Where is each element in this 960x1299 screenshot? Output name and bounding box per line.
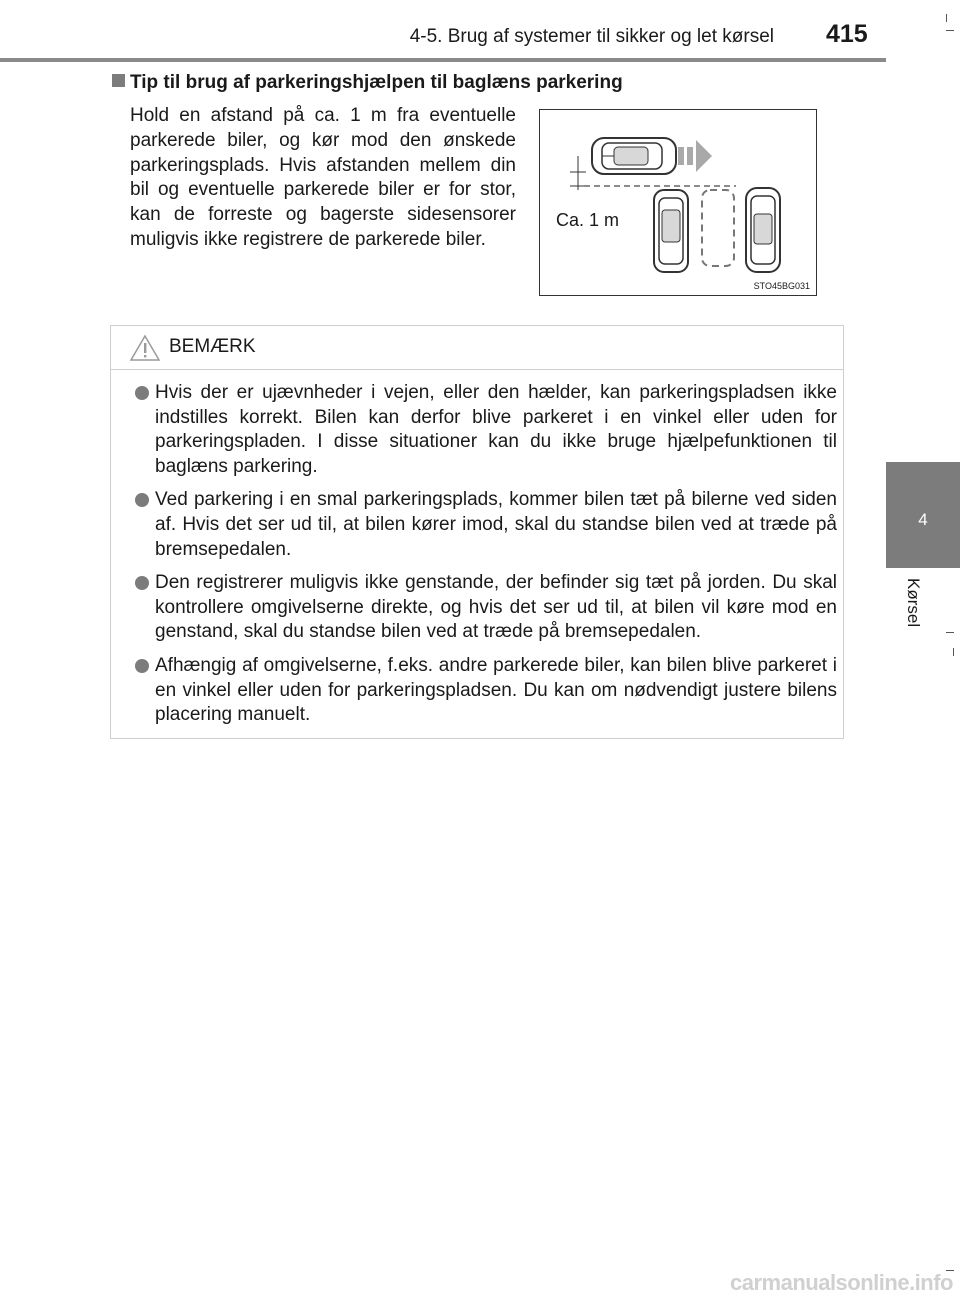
notice-item [135,654,837,728]
parked-car-right-icon [746,188,780,272]
page-number: 415 [826,20,868,48]
notice-box [110,325,844,739]
target-parking-space [702,190,734,266]
notice-item-text: Afhængig af omgivelserne, f.eks. andre parkerede biler, kan bilen blive parkeret i en vinkel eller uden for parkeringspladsen. Du kan om nødvendigt justere bilens placering manuelt. [155,654,837,726]
section-heading-text: Tip til brug af parkeringshjælpen til baglæns parkering [130,72,623,93]
crop-mark [953,648,954,656]
parking-diagram [540,110,816,295]
watermark: carmanualsonline.info [730,1270,953,1295]
chapter-header: 4-5. Brug af systemer til sikker og let kørsel [409,26,774,47]
chapter-tab-label: Kørsel [904,578,923,628]
section-heading [112,72,623,94]
notice-item [135,381,837,479]
parking-illustration [539,109,817,296]
intro-paragraph: Hold en afstand på ca. 1 m fra eventuelle parkerede biler, og kør mod den ønskede parkeringsplads. Hvis afstanden mellem din bil og eventuelle parkerede biler er for stor, kan de forreste og bagerste sidesensorer muligvis ikke registrere de parkerede biler. [130,105,516,250]
square-bullet-icon [112,74,125,87]
direction-arrow-icon [678,140,712,172]
notice-item-text: Den registrerer muligvis ikke genstande, der befinder sig tæt på jorden. Du skal kontrollere omgivelserne direkte, og hvis det ser ud til, at bilen vil køre mod en genstand, skal du standse bilen ved at træde på bremsepedalen. [155,572,837,643]
figure-code: STO45BG031 [753,281,810,291]
parked-car-left-icon [654,190,688,272]
notice-item [135,488,837,562]
chapter-tab [886,462,960,568]
bullet-dot-icon [135,576,149,590]
bullet-dot-icon [135,493,149,507]
notice-item-text: Hvis der er ujævnheder i vejen, eller den hælder, kan parkeringspladsen ikke indstilles korrekt. Bilen kan derfor blive parkeret i en vinkel eller uden for parkeringspladen. I disse situationer kan du ikke bruge hjælpefunktionen til baglæns parkering. [155,382,837,477]
warning-triangle-icon [129,334,161,362]
crop-mark [946,30,954,31]
crop-mark [946,632,954,633]
bullet-dot-icon [135,659,149,673]
notice-item [135,571,837,645]
notice-title: BEMÆRK [169,336,256,357]
notice-list [135,381,837,737]
notice-item-text: Ved parkering i en smal parkeringsplads, kommer bilen tæt på bilerne ved siden af. Hvis det ser ud til, at bilen kører imod, skal du standse bilen ved at træde på bremsepedalen. [155,489,837,560]
moving-car-icon [592,138,676,174]
header-rule [0,58,886,62]
chapter-tab-number: 4 [918,510,928,529]
notice-header [111,326,843,370]
bullet-dot-icon [135,386,149,400]
distance-label: Ca. 1 m [556,210,620,230]
crop-mark [946,14,947,22]
